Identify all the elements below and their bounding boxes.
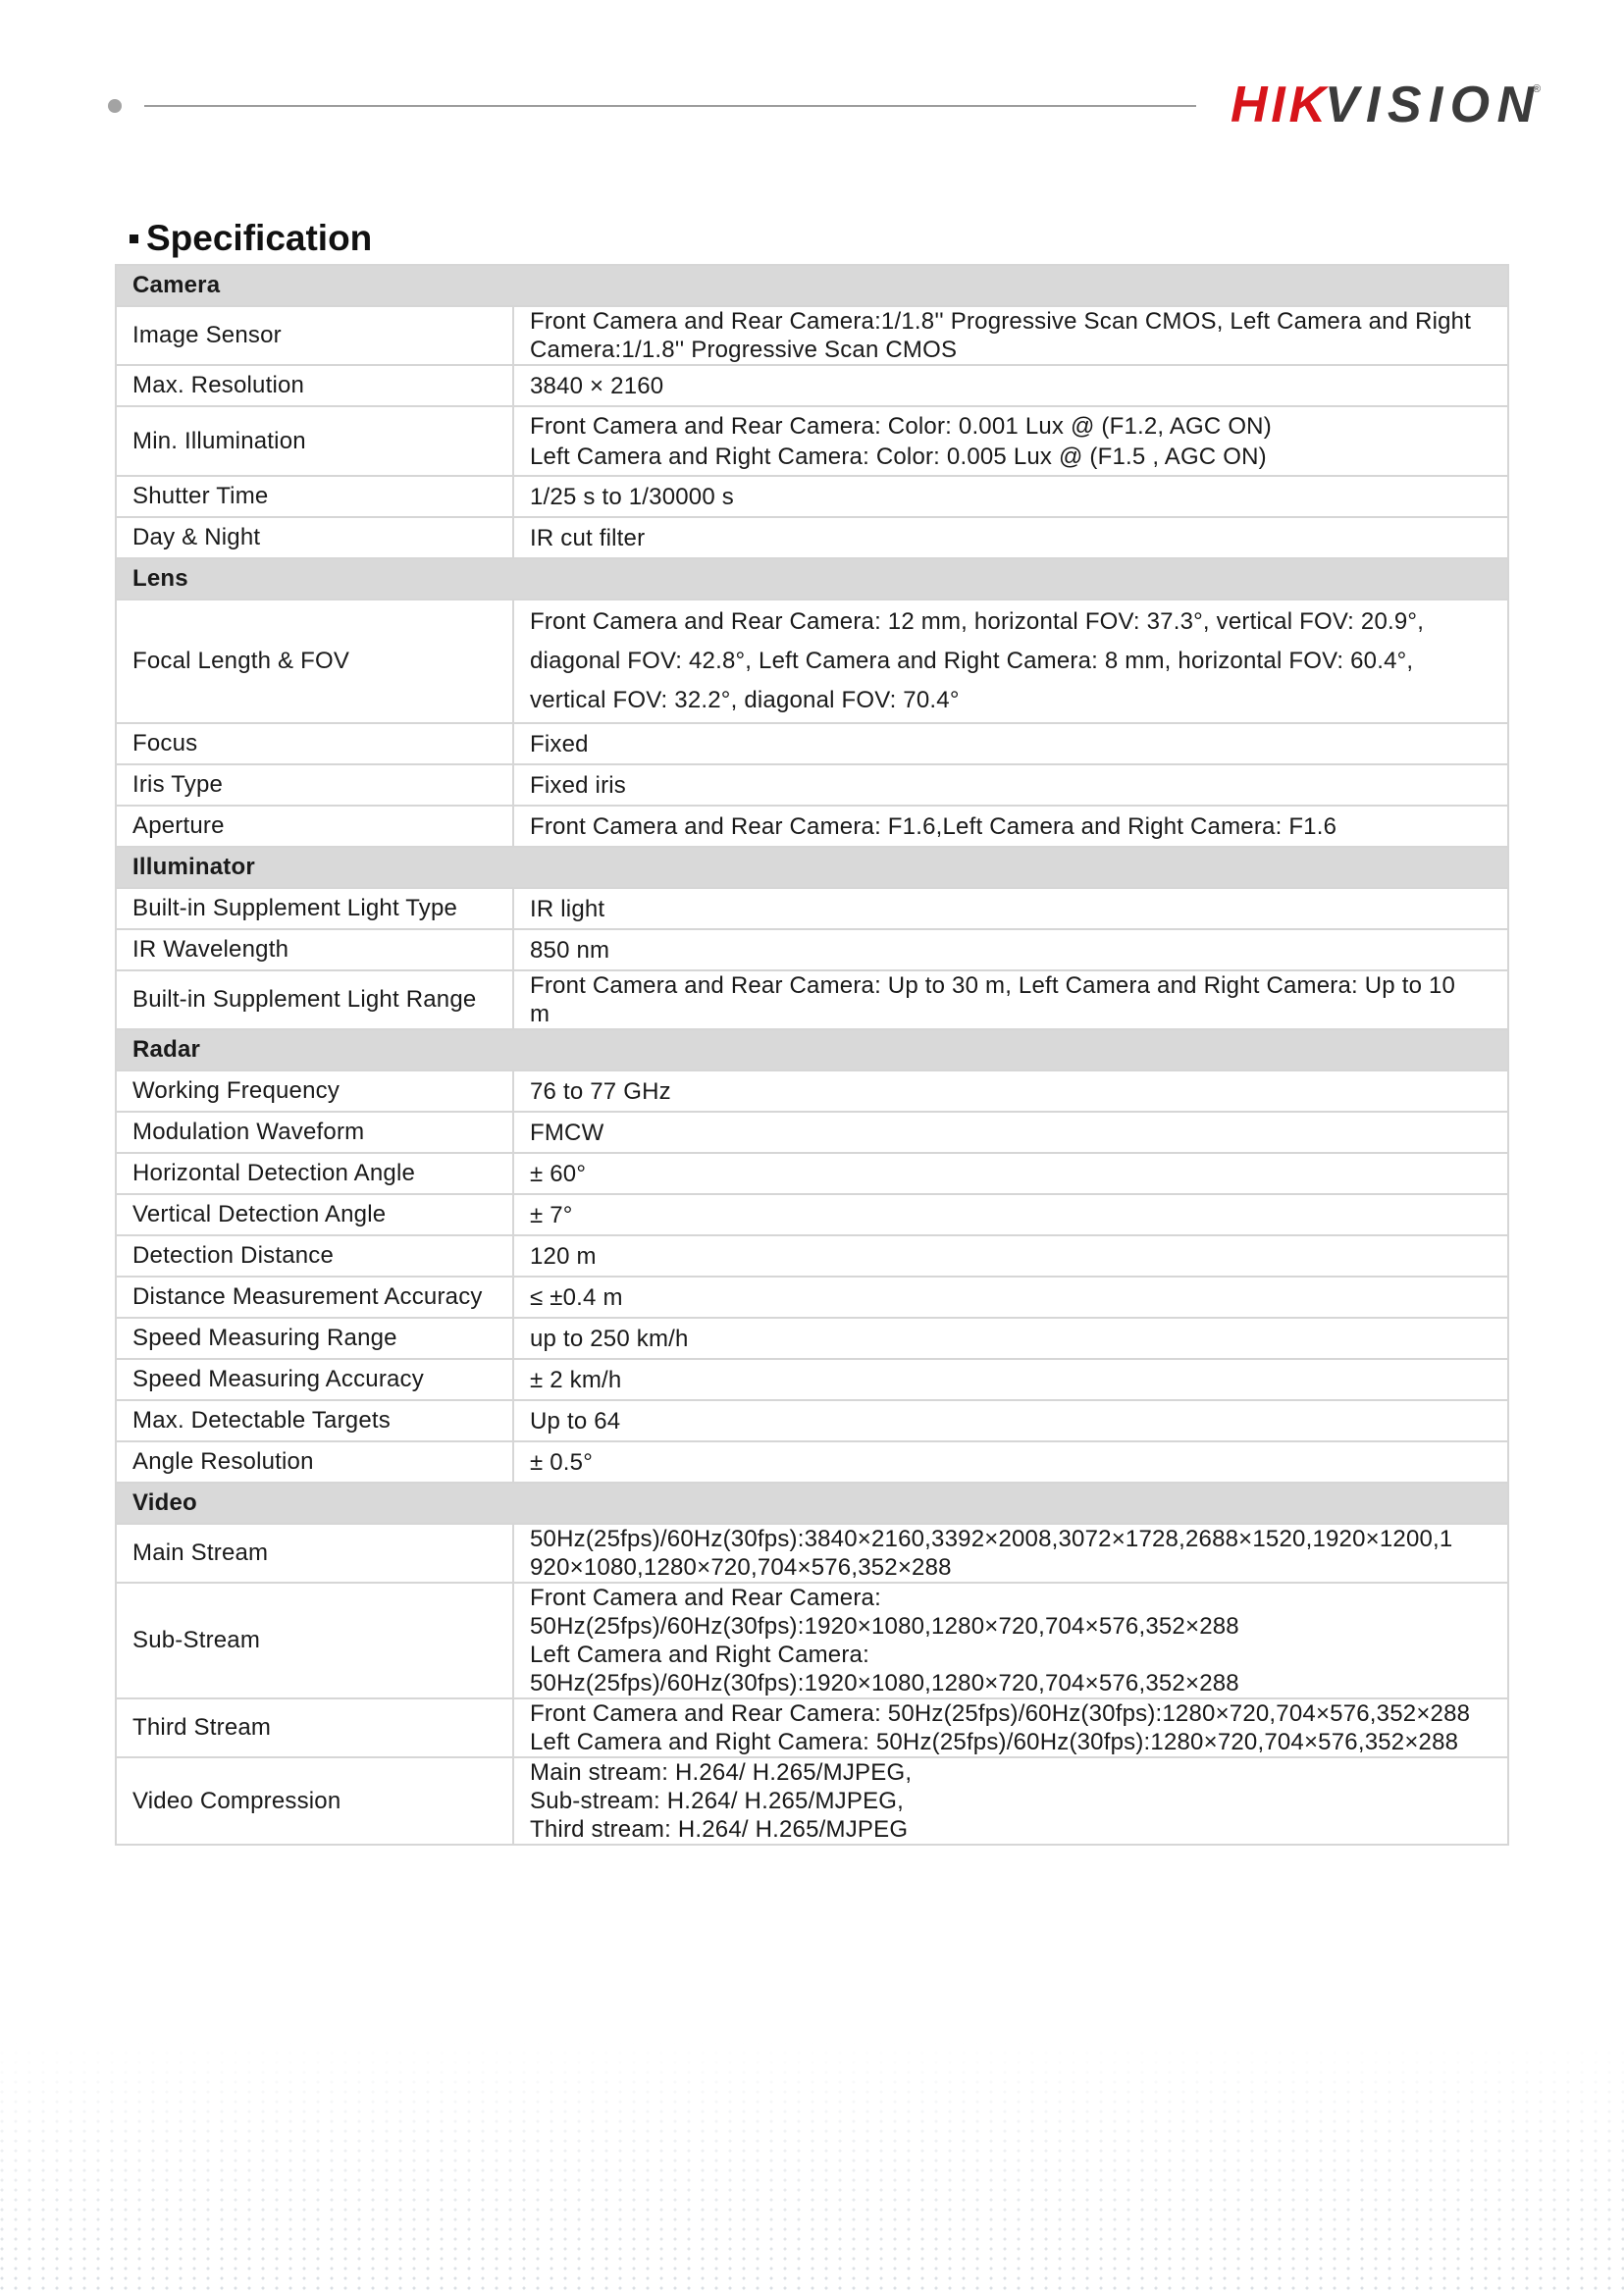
spec-value <box>513 1524 1508 1583</box>
spec-value <box>513 306 1508 365</box>
spec-value-line: 50Hz(25fps)/60Hz(30fps):3840×2160,3392×2008,3072×1728,2688×1520,1920×1200,1 <box>530 1526 1453 1552</box>
spec-value-line: Front Camera and Rear Camera: F1.6,Left Camera and Right Camera: F1.6 <box>530 812 1337 840</box>
spec-row <box>116 723 1508 764</box>
spec-label: Iris Type <box>116 764 513 806</box>
spec-label: Third Stream <box>116 1698 513 1757</box>
spec-value <box>513 764 1508 806</box>
spec-row <box>116 1153 1508 1194</box>
spec-row <box>116 476 1508 517</box>
spec-value-line: IR cut filter <box>530 524 646 551</box>
spec-label: Aperture <box>116 806 513 847</box>
spec-value <box>513 1070 1508 1112</box>
spec-label: Built-in Supplement Light Type <box>116 888 513 929</box>
spec-label: Speed Measuring Accuracy <box>116 1359 513 1400</box>
spec-label: Detection Distance <box>116 1235 513 1277</box>
spec-row <box>116 1698 1508 1757</box>
spec-value-line: Camera:1/1.8'' Progressive Scan CMOS <box>530 337 958 363</box>
spec-label: Shutter Time <box>116 476 513 517</box>
spec-value-line: Up to 64 <box>530 1407 621 1435</box>
spec-value <box>513 1318 1508 1359</box>
spec-row <box>116 929 1508 970</box>
spec-value-line: Fixed <box>530 730 589 757</box>
spec-value <box>513 1400 1508 1441</box>
spec-label: Speed Measuring Range <box>116 1318 513 1359</box>
spec-row <box>116 1441 1508 1483</box>
spec-value-line: ± 60° <box>530 1160 587 1187</box>
spec-label: Modulation Waveform <box>116 1112 513 1153</box>
spec-row <box>116 1070 1508 1112</box>
spec-label: Horizontal Detection Angle <box>116 1153 513 1194</box>
spec-row <box>116 970 1508 1029</box>
spec-value <box>513 517 1508 558</box>
spec-label: Working Frequency <box>116 1070 513 1112</box>
spec-label: Built-in Supplement Light Range <box>116 970 513 1029</box>
spec-value <box>513 1235 1508 1277</box>
spec-value-line: Front Camera and Rear Camera: Up to 30 m, Left Camera and Right Camera: Up to 10 <box>530 972 1456 999</box>
spec-value-line: Sub-stream: H.264/ H.265/MJPEG, <box>530 1788 905 1814</box>
spec-value <box>513 1153 1508 1194</box>
spec-row <box>116 1524 1508 1583</box>
spec-value-line: Front Camera and Rear Camera: 12 mm, horizontal FOV: 37.3°, vertical FOV: 20.9°, <box>530 608 1425 635</box>
spec-row <box>116 888 1508 929</box>
spec-row <box>116 517 1508 558</box>
spec-value-line: diagonal FOV: 42.8°, Left Camera and Right Camera: 8 mm, horizontal FOV: 60.4°, <box>530 648 1414 674</box>
spec-row <box>116 1757 1508 1845</box>
spec-value-line: 3840 × 2160 <box>530 372 664 399</box>
section-header-row <box>116 1483 1508 1524</box>
spec-value <box>513 406 1508 476</box>
svg-text:VISION: VISION <box>1325 77 1533 130</box>
spec-label: Max. Detectable Targets <box>116 1400 513 1441</box>
spec-value-line: vertical FOV: 32.2°, diagonal FOV: 70.4° <box>530 687 960 713</box>
section-header-row <box>116 1029 1508 1070</box>
spec-row <box>116 764 1508 806</box>
spec-value <box>513 1359 1508 1400</box>
spec-value-line: ± 2 km/h <box>530 1366 622 1393</box>
spec-value <box>513 970 1508 1029</box>
spec-value-line: ± 0.5° <box>530 1448 594 1476</box>
spec-row <box>116 806 1508 847</box>
spec-value-line: FMCW <box>530 1119 604 1146</box>
spec-value-line: Left Camera and Right Camera: Color: 0.005 Lux @ (F1.5 , AGC ON) <box>530 443 1267 470</box>
spec-value <box>513 1698 1508 1757</box>
spec-value <box>513 476 1508 517</box>
spec-value <box>513 1277 1508 1318</box>
hikvision-logo <box>1231 77 1545 130</box>
spec-value <box>513 1441 1508 1483</box>
spec-label: Sub-Stream <box>116 1583 513 1698</box>
spec-value-line: 76 to 77 GHz <box>530 1077 671 1105</box>
spec-value-line: ± 7° <box>530 1201 573 1228</box>
spec-row <box>116 1235 1508 1277</box>
spec-label: Focus <box>116 723 513 764</box>
section-header: Illuminator <box>116 847 1508 888</box>
section-header: Lens <box>116 558 1508 600</box>
spec-value-line: 120 m <box>530 1242 597 1270</box>
spec-label: Focal Length & FOV <box>116 600 513 723</box>
spec-label: IR Wavelength <box>116 929 513 970</box>
page-title-text: Specification <box>146 218 373 258</box>
spec-value <box>513 1112 1508 1153</box>
spec-value <box>513 723 1508 764</box>
spec-value-line: ≤ ±0.4 m <box>530 1283 623 1311</box>
section-header-row <box>116 558 1508 600</box>
spec-value-line: up to 250 km/h <box>530 1325 689 1352</box>
spec-row <box>116 306 1508 365</box>
spec-row <box>116 600 1508 723</box>
section-header: Video <box>116 1483 1508 1524</box>
spec-value <box>513 600 1508 723</box>
spec-label: Angle Resolution <box>116 1441 513 1483</box>
spec-label: Min. Illumination <box>116 406 513 476</box>
spec-label: Image Sensor <box>116 306 513 365</box>
spec-value <box>513 1757 1508 1845</box>
spec-value-line: Left Camera and Right Camera: 50Hz(25fps)/60Hz(30fps):1280×720,704×576,352×288 <box>530 1729 1459 1755</box>
spec-value-line: 850 nm <box>530 936 610 964</box>
spec-value-line: Main stream: H.264/ H.265/MJPEG, <box>530 1759 913 1786</box>
svg-text:®: ® <box>1533 83 1542 95</box>
spec-row <box>116 1359 1508 1400</box>
spec-label: Distance Measurement Accuracy <box>116 1277 513 1318</box>
spec-value-line: IR light <box>530 895 605 922</box>
page-title <box>130 218 372 259</box>
spec-value-line: Third stream: H.264/ H.265/MJPEG <box>530 1816 909 1843</box>
section-header: Camera <box>116 265 1508 306</box>
spec-value <box>513 806 1508 847</box>
background-dot-pattern <box>0 2041 1624 2296</box>
spec-value-line: 920×1080,1280×720,704×576,352×288 <box>530 1554 952 1581</box>
spec-row <box>116 1112 1508 1153</box>
spec-value <box>513 888 1508 929</box>
spec-label: Day & Night <box>116 517 513 558</box>
spec-row <box>116 1318 1508 1359</box>
spec-value <box>513 365 1508 406</box>
title-bullet <box>130 235 138 243</box>
spec-value-line: Fixed iris <box>530 771 627 799</box>
spec-value-line: 1/25 s to 1/30000 s <box>530 483 734 510</box>
spec-value-line: Front Camera and Rear Camera: <box>530 1585 881 1611</box>
spec-row <box>116 1583 1508 1698</box>
spec-row <box>116 1194 1508 1235</box>
spec-value <box>513 1583 1508 1698</box>
spec-value <box>513 1194 1508 1235</box>
spec-value-line: Front Camera and Rear Camera: Color: 0.001 Lux @ (F1.2, AGC ON) <box>530 412 1272 440</box>
spec-value-line: Front Camera and Rear Camera:1/1.8'' Progressive Scan CMOS, Left Camera and Right <box>530 308 1472 335</box>
spec-value <box>513 929 1508 970</box>
spec-row <box>116 1277 1508 1318</box>
header-divider <box>144 105 1196 107</box>
spec-value-line: Left Camera and Right Camera: <box>530 1642 869 1668</box>
spec-row <box>116 365 1508 406</box>
spec-row <box>116 406 1508 476</box>
section-header: Radar <box>116 1029 1508 1070</box>
spec-value-line: 50Hz(25fps)/60Hz(30fps):1920×1080,1280×720,704×576,352×288 <box>530 1613 1239 1640</box>
spec-label: Vertical Detection Angle <box>116 1194 513 1235</box>
section-header-row <box>116 265 1508 306</box>
spec-label: Main Stream <box>116 1524 513 1583</box>
spec-value-line: 50Hz(25fps)/60Hz(30fps):1920×1080,1280×720,704×576,352×288 <box>530 1670 1239 1696</box>
section-header-row <box>116 847 1508 888</box>
header-dot <box>108 99 122 113</box>
spec-value-line: m <box>530 1001 550 1027</box>
spec-row <box>116 1400 1508 1441</box>
spec-value-line: Front Camera and Rear Camera: 50Hz(25fps)/60Hz(30fps):1280×720,704×576,352×288 <box>530 1700 1471 1727</box>
svg-text:HIK: HIK <box>1231 77 1325 130</box>
specification-table <box>115 264 1509 1846</box>
spec-label: Video Compression <box>116 1757 513 1845</box>
spec-label: Max. Resolution <box>116 365 513 406</box>
